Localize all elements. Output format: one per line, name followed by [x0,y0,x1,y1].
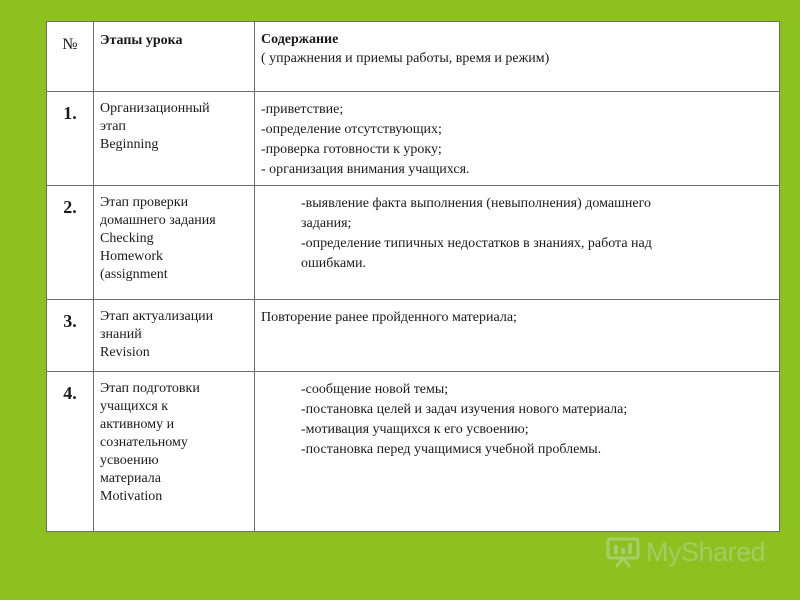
row-content-cell [255,372,780,532]
row-stage: Этап актуализации знаний Revision [100,309,214,360]
row-stage: Этап проверки домашнего задания Checking Homework (assignment [100,195,216,282]
row-num: 3. [63,311,77,331]
table-row [47,300,780,372]
row-content-cell [255,300,780,372]
table-row [47,372,780,532]
row-num-cell [47,92,94,186]
myshared-watermark [606,535,776,569]
table-row [47,186,780,300]
header-stage: Этапы урока [100,33,183,48]
header-content-title: Содержание [261,32,339,47]
header-num: № [62,36,78,53]
row-stage: Организационный этап Beginning [100,101,210,152]
header-num-cell [47,22,94,92]
row-content-cell [255,92,780,186]
header-stage-cell [94,22,255,92]
header-content-cell [255,22,780,92]
table-header-row [47,22,780,92]
presentation-icon [606,536,640,568]
lesson-stages-table [46,21,780,532]
row-content: -выявление факта выполнения (невыполнения) домашнего задания; -определение типичных недостатков в знаниях, работа над ошибками. [301,196,652,271]
row-stage-cell [94,372,255,532]
row-num: 4. [63,383,77,403]
row-num-cell [47,300,94,372]
row-num: 1. [63,103,77,123]
row-content-cell [255,186,780,300]
row-content: -приветствие; -определение отсутствующих; -проверка готовности к уроку; - организация внимания учащихся. [261,102,470,177]
row-num-cell [47,186,94,300]
row-stage-cell [94,92,255,186]
row-num-cell [47,372,94,532]
row-content: -сообщение новой темы; -постановка целей и задач изучения нового материала; -мотивация учащихся к его усвоению; -постановка перед учащимися учебной проблемы. [301,382,628,457]
table-row [47,92,780,186]
row-stage: Этап подготовки учащихся к активному и сознательному усвоению материала Motivation [100,381,200,504]
row-num: 2. [63,197,77,217]
header-content-subtitle: ( упражнения и приемы работы, время и режим) [261,51,550,66]
row-content: Повторение ранее пройденного материала; [261,310,517,325]
watermark-text: MyShared [646,536,766,567]
row-stage-cell [94,186,255,300]
row-stage-cell [94,300,255,372]
